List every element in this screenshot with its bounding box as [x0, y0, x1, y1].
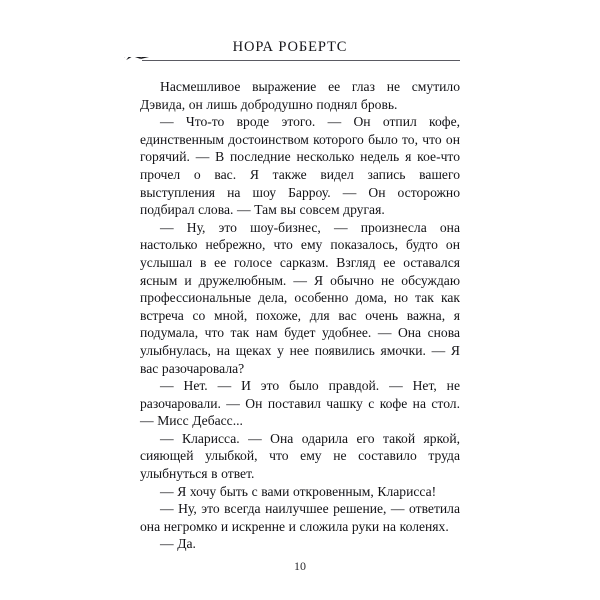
paragraph: — Кларисса. — Она одарила его такой яркой, сияющей улыбкой, что ему не составило труда улыбнуться в ответ. [140, 430, 460, 482]
header-divider [142, 60, 460, 61]
paragraph: — Я хочу быть с вами откровенным, Кларисса! [160, 483, 437, 499]
book-author-title: НОРА РОБЕРТС [120, 37, 460, 57]
paragraph: — Что-то вроде этого. — Он отпил кофе, единственным достоинством которого было то, что он горячий. — В последние несколько недель я кое-что прочел о вас. Я также видел запись вашего выступления на шоу Барроу. — Он осторожно подбирал слова. — Там вы совсем другая. [140, 114, 460, 218]
running-header [120, 38, 460, 68]
paragraph: — Да. [160, 536, 196, 552]
paragraph: Насмешливое выражение ее глаз не смутило Дэвида, он лишь добродушно поднял бровь. [140, 79, 460, 112]
paragraph: — Нет. — И это было правдой. — Нет, не разочаровали. — Он поставил чашку с кофе на стол. — Мисс Дебасс... [140, 378, 460, 429]
paragraph: — Ну, это шоу-бизнес, — произнесла она настолько небрежно, что ему показалось, будто он услышал в ее голосе сарказм. Взгляд ее оставался ясным и дружелюбным. — Я обычно не обсуждаю профессиональные дела, особенно дома, но так как встреча со мной, похоже, для вас очень важна, я подумала, что так нам будет удобнее. — Она снова улыбнулась, на щеках у нее появились ямочки. — Я вас разочаровала? [140, 219, 460, 376]
paragraph: — Ну, это всегда наилучшее решение, — ответила она негромко и искренне и сложила руки на коленях. [140, 501, 460, 534]
page-body [140, 78, 460, 553]
page-number: 10 [294, 559, 306, 573]
